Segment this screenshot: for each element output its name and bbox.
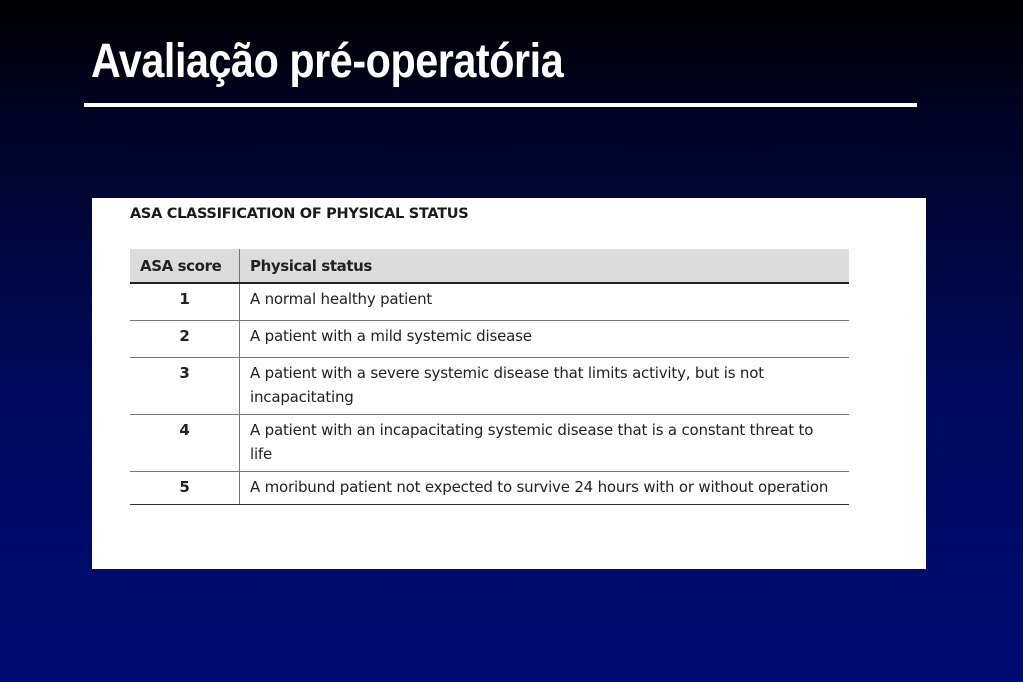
table-row [130,472,849,505]
table-row [130,321,849,358]
table-row [130,415,849,472]
table-row [130,283,849,321]
physical-status-cell: A patient with an incapacitating systemic disease that is a constant threat to life [240,415,850,472]
physical-status-cell: A patient with a severe systemic disease that limits activity, but is not incapacitating [240,358,850,415]
table-heading: ASA CLASSIFICATION OF PHYSICAL STATUS [130,206,469,222]
slide-title: Avaliação pré-operatória [91,35,564,88]
asa-classification-table [130,249,849,505]
asa-score-cell: 4 [130,415,240,472]
asa-score-cell: 1 [130,283,240,321]
table-header-row [130,249,849,283]
column-header-physical-status: Physical status [240,249,850,283]
title-underline [84,103,917,107]
physical-status-cell: A patient with a mild systemic disease [240,321,850,358]
table-panel [92,198,926,569]
asa-score-cell: 2 [130,321,240,358]
column-header-asa-score: ASA score [130,249,240,283]
physical-status-cell: A moribund patient not expected to survive 24 hours with or without operation [240,472,850,505]
asa-score-cell: 3 [130,358,240,415]
physical-status-cell: A normal healthy patient [240,283,850,321]
asa-score-cell: 5 [130,472,240,505]
table-row [130,358,849,415]
